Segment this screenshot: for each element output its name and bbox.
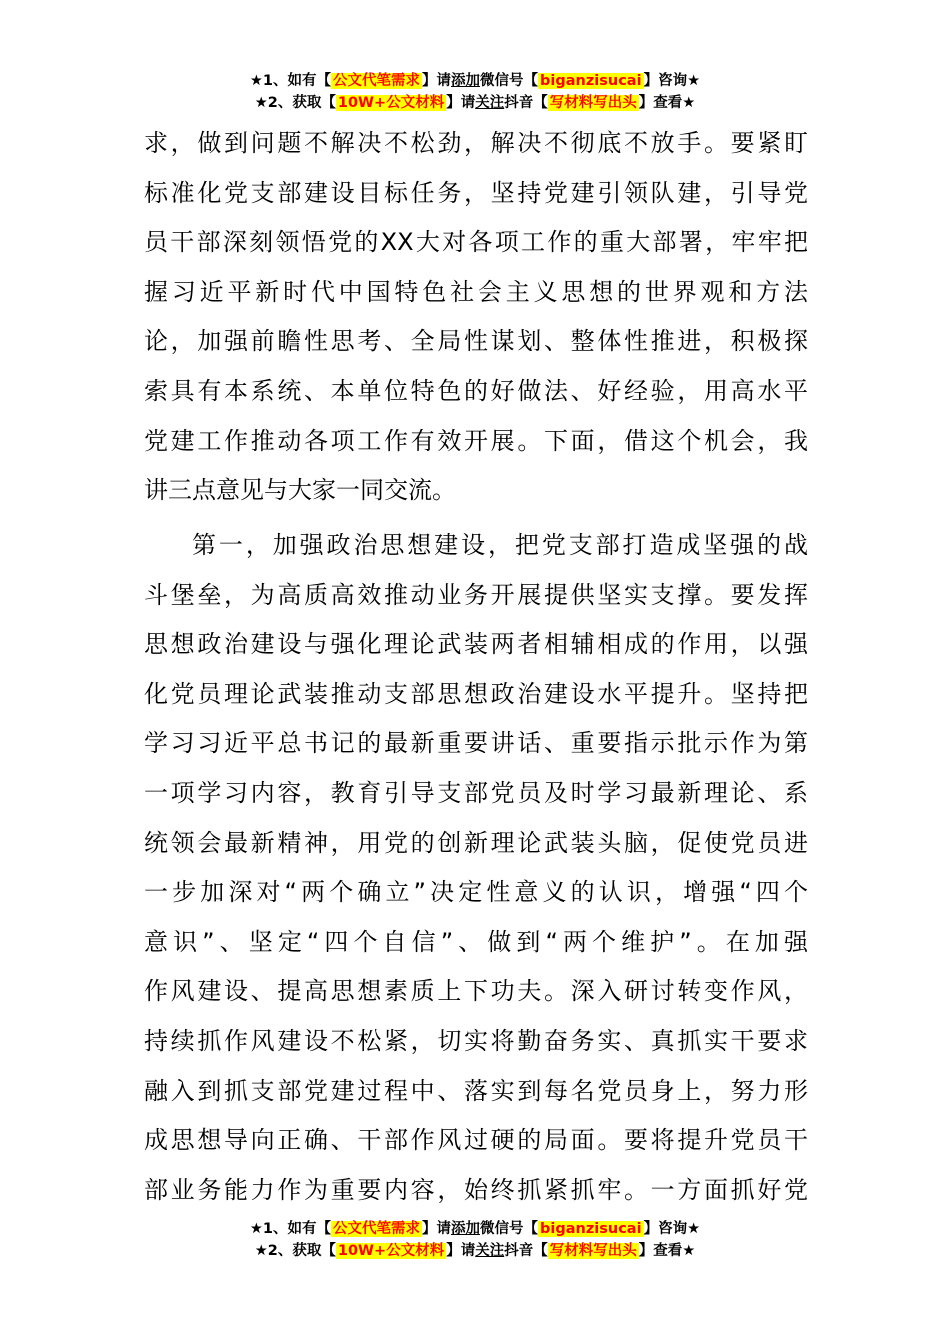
footer-highlight-wechat: biganzisucai <box>540 1221 642 1237</box>
text-line: 第一，加强政治思想建设，把党支部打造成坚强的战 <box>192 531 808 559</box>
text-line: 意识”、坚定“四个自信”、做到“两个维护”。在加强 <box>144 927 808 956</box>
text-line: 标准化党支部建设目标任务，坚持党建引领队建，引导党 <box>144 178 808 207</box>
text-line: 作风建设、提高思想素质上下功夫。深入研讨转变作风， <box>144 977 808 1006</box>
text-line: 党建工作推动各项工作有效开展。下面，借这个机会，我 <box>144 426 808 455</box>
text-line: 斗堡垒，为高质高效推动业务开展提供坚实支撑。要发挥 <box>144 580 808 609</box>
text-line: 握习近平新时代中国特色社会主义思想的世界观和方法 <box>144 277 808 306</box>
text-line: 学习习近平总书记的最新重要讲话、重要指示批示作为第 <box>144 729 808 758</box>
footer-highlight-service: 公文代笔需求 <box>333 1221 421 1237</box>
paragraph-2 <box>144 521 808 1215</box>
footer-line-1: ★1、如有【 公文代笔需求 】请添加微信号【 biganzisucai 】咨询★ <box>249 1221 701 1237</box>
text-line: 员干部深刻领悟党的XX大对各项工作的重大部署，牢牢把 <box>144 228 808 257</box>
text-line: 求，做到问题不解决不松劲，解决不彻底不放手。要紧盯 <box>144 129 808 157</box>
header-line-1: ★1、如有【 公文代笔需求 】请添加微信号【 biganzisucai 】咨询★ <box>249 73 701 89</box>
text-line: 索具有本系统、本单位特色的好做法、好经验，用高水平 <box>144 376 808 405</box>
footer-highlight-materials: 10W+公文材料 <box>337 1243 445 1259</box>
text-line: 一步加深对“两个确立”决定性意义的认识，增强“四个 <box>144 878 808 907</box>
text-line: 统领会最新精神，用党的创新理论武装头脑，促使党员进 <box>144 828 808 857</box>
text-line: 一项学习内容，教育引导支部党员及时学习最新理论、系 <box>144 778 808 807</box>
text-line: 部业务能力作为重要内容，始终抓紧抓牢。一方面抓好党 <box>144 1175 808 1204</box>
text-line: 化党员理论武装推动支部思想政治建设水平提升。坚持把 <box>144 679 808 708</box>
header-highlight-materials: 10W+公文材料 <box>337 95 445 111</box>
footer-banner <box>0 1218 950 1262</box>
header-banner <box>0 70 950 114</box>
text-line: 思想政治建设与强化理论武装两者相辅相成的作用，以强 <box>144 630 808 659</box>
header-line-2: ★2、获取【 10W+公文材料 】请关注抖音【 写材料写出头 】查看★ <box>254 95 696 111</box>
text-line: 论，加强前瞻性思考、全局性谋划、整体性推进，积极探 <box>144 327 808 356</box>
footer-highlight-douyin: 写材料写出头 <box>549 1243 637 1259</box>
text-line: 持续抓作风建设不松紧，切实将勤奋务实、真抓实干要求 <box>144 1026 808 1055</box>
text-line: 成思想导向正确、干部作风过硬的局面。要将提升党员干 <box>144 1126 808 1155</box>
footer-line-2: ★2、获取【 10W+公文材料 】请关注抖音【 写材料写出头 】查看★ <box>254 1243 696 1259</box>
header-highlight-wechat: biganzisucai <box>540 73 642 89</box>
paragraph-1 <box>144 119 808 516</box>
header-highlight-douyin: 写材料写出头 <box>549 95 637 111</box>
text-line: 融入到抓支部党建过程中、落实到每名党员身上，努力形 <box>144 1076 808 1105</box>
header-highlight-service: 公文代笔需求 <box>333 73 421 89</box>
text-line: 讲三点意见与大家一同交流。 <box>144 476 456 505</box>
